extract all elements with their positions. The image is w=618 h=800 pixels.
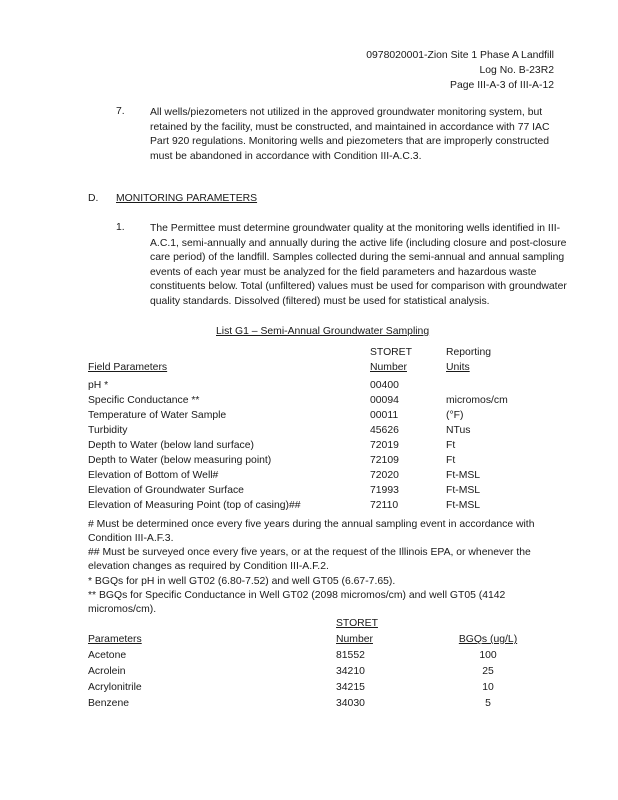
field-param-storet: 00094 <box>370 395 399 406</box>
list-g1-header-top <box>88 345 568 360</box>
section-d-letter: D. <box>88 193 99 204</box>
param-storet: 34030 <box>336 698 365 709</box>
field-param-name: Depth to Water (below measuring point) <box>88 455 272 466</box>
field-param-name: Elevation of Groundwater Surface <box>88 485 244 496</box>
item-7-number: 7. <box>116 106 125 117</box>
params-param-heading: Parameters <box>88 634 142 645</box>
field-param-units: (°F) <box>446 410 464 421</box>
param-storet: 34210 <box>336 666 365 677</box>
table-row <box>88 696 568 711</box>
field-param-name: Depth to Water (below land surface) <box>88 440 254 451</box>
param-storet: 81552 <box>336 650 365 661</box>
field-param-name: Elevation of Measuring Point (top of casing)## <box>88 500 301 511</box>
params-header-bottom <box>88 632 568 647</box>
table-row <box>88 438 568 453</box>
params-storet-heading: STORET <box>336 618 378 629</box>
item-7-text: All wells/piezometers not utilized in the approved groundwater monitoring system, but retained by the facility, must be constructed, and maintained in accordance with 77 IAC Part 920 regulations. Monitoring wells and piezometers that are improperly constructed must be abandoned in accordance with Condition III-A.C.3. <box>150 107 550 162</box>
list-g1-number-heading: Number <box>370 362 407 373</box>
header-log-number: Log No. B-23R2 <box>479 65 554 76</box>
table-row <box>88 648 568 663</box>
table-row <box>88 453 568 468</box>
field-param-storet: 72019 <box>370 440 399 451</box>
field-param-units: Ft-MSL <box>446 470 481 481</box>
header-site: 0978020001-Zion Site 1 Phase A Landfill <box>366 50 554 61</box>
param-storet: 34215 <box>336 682 365 693</box>
table-row <box>88 483 568 498</box>
field-param-storet: 00011 <box>370 410 399 421</box>
field-param-storet: 45626 <box>370 425 399 436</box>
params-header-top <box>88 616 568 631</box>
item-1-text: The Permittee must determine groundwater quality at the monitoring wells identified in III-A.C.1, semi-annually and annually during the active life (including closure and post-closure care period) of the landfill. Samples collected during the semi-annual and annual sampling events of each year must be analyzed for the field parameters and hazardous waste constituents below. Total (unfiltered) values must be used for comparison with groundwater quality standards. Dissolved (filtered) must be used for statistical analysis. <box>150 223 567 307</box>
param-bgq: 100 <box>479 650 497 661</box>
table-row <box>88 423 568 438</box>
list-g1-header-bottom <box>88 360 568 375</box>
field-param-storet: 72109 <box>370 455 399 466</box>
field-param-name: Elevation of Bottom of Well# <box>88 470 219 481</box>
field-param-storet: 72020 <box>370 470 399 481</box>
field-param-name: Specific Conductance ** <box>88 395 200 406</box>
field-param-units: NTus <box>446 425 471 436</box>
list-g1-storet-heading: STORET <box>370 347 412 358</box>
param-name: Acrolein <box>88 666 126 677</box>
param-name: Acrylonitrile <box>88 682 142 693</box>
list-g1-param-heading: Field Parameters <box>88 362 168 373</box>
field-param-name: Turbidity <box>88 425 128 436</box>
note-ph-bgq: * BGQs for pH in well GT02 (6.80-7.52) and well GT05 (6.67-7.65). <box>88 576 396 587</box>
list-g1-units-heading: Reporting <box>446 347 492 358</box>
params-bgq-heading: BGQs (ug/L) <box>458 634 518 645</box>
field-param-name: pH * <box>88 380 109 391</box>
field-param-units: Ft-MSL <box>446 500 481 511</box>
item-1-number: 1. <box>116 222 125 233</box>
header-page-number: Page III-A-3 of III-A-12 <box>450 80 554 91</box>
field-param-storet: 72110 <box>370 500 399 511</box>
field-param-units: micromos/cm <box>446 395 508 406</box>
table-row <box>88 393 568 408</box>
table-row <box>88 664 568 679</box>
table-row <box>88 498 568 513</box>
field-param-units: Ft <box>446 455 456 466</box>
field-param-name: Temperature of Water Sample <box>88 410 227 421</box>
list-g1-units-heading-2: Units <box>446 362 470 373</box>
field-param-storet: 71993 <box>370 485 399 496</box>
list-g1-title: List G1 – Semi-Annual Groundwater Sampling <box>216 326 430 337</box>
field-param-units: Ft-MSL <box>446 485 481 496</box>
note-conductance-bgq: ** BGQs for Specific Conductance in Well GT02 (2098 micromos/cm) and well GT05 (4142 micromos/cm). <box>88 590 506 616</box>
table-row <box>88 680 568 695</box>
note-well-bottom: # Must be determined once every five years during the annual sampling event in accordance with Condition III-A.F.3. <box>88 519 535 545</box>
field-param-units: Ft <box>446 440 456 451</box>
param-bgq: 25 <box>482 666 494 677</box>
section-d-title: MONITORING PARAMETERS <box>116 193 258 204</box>
param-bgq: 10 <box>482 682 494 693</box>
field-param-storet: 00400 <box>370 380 399 391</box>
table-row <box>88 408 568 423</box>
param-name: Benzene <box>88 698 130 709</box>
params-number-heading: Number <box>336 634 373 645</box>
table-row <box>88 378 568 393</box>
param-name: Acetone <box>88 650 127 661</box>
param-bgq: 5 <box>485 698 491 709</box>
table-row <box>88 468 568 483</box>
note-measuring-point: ## Must be surveyed once every five years, or at the request of the Illinois EPA, or whenever the elevation changes as required by Condition III-A.F.2. <box>88 547 531 573</box>
